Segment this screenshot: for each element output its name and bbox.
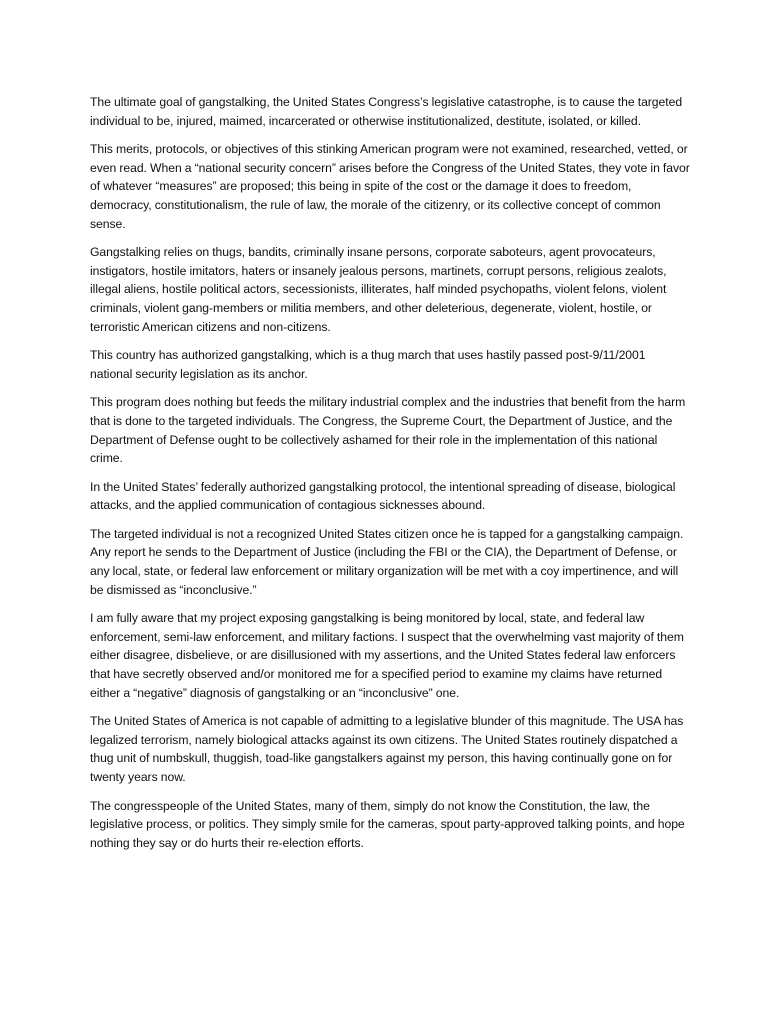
paragraph-2: This merits, protocols, or objectives of this stinking American program were not examined, researched, vetted, or even read. When a “national security concern” arises before the Congress of the United States, they vote in favor of whatever “measures” are proposed; this being in spite of the cost or the damage it does to freedom, democracy, constitutionalism, the rule of law, the morale of the citizenry, or its collective concept of common sense. — [90, 142, 690, 231]
document-body — [90, 93, 690, 862]
paragraph-8: I am fully aware that my project exposing gangstalking is being monitored by local, state, and federal law enforcement, semi-law enforcement, and military factions. I suspect that the overwhelming vast majority of them either disagree, disbelieve, or are disillusioned with my assertions, and the United States federal law enforcers that have secretly observed and/or monitored me for a specified period to examine my claims have returned either a “negative” diagnosis of gangstalking or an “inconclusive” one. — [90, 611, 684, 700]
paragraph-1: The ultimate goal of gangstalking, the United States Congress’s legislative catastrophe, is to cause the targeted individual to be, injured, maimed, incarcerated or otherwise institutionalized, destitute, isolated, or killed. — [90, 95, 683, 128]
paragraph-3: Gangstalking relies on thugs, bandits, criminally insane persons, corporate saboteurs, agent provocateurs, instigators, hostile imitators, haters or insanely jealous persons, martinets, corrupt persons, religious zealots, illegal aliens, hostile political actors, secessionists, illiterates, half minded psychopaths, violent felons, violent criminals, violent gang-members or militia members, and other deleterious, degenerate, violent, hostile, or terroristic American citizens and non-citizens. — [90, 245, 667, 334]
paragraph-4: This country has authorized gangstalking, which is a thug march that uses hastily passed post-9/11/2001 national security legislation as its anchor. — [90, 348, 646, 381]
paragraph-9: The United States of America is not capable of admitting to a legislative blunder of this magnitude. The USA has legalized terrorism, namely biological attacks against its own citizens. The United States routinely dispatched a thug unit of numbskull, thuggish, toad-like gangstalkers against my person, this having continually gone on for twenty years now. — [90, 714, 684, 784]
paragraph-7: The targeted individual is not a recognized United States citizen once he is tapped for a gangstalking campaign. Any report he sends to the Department of Justice (including the FBI or the CIA), the Department of Defense, or any local, state, or federal law enforcement or military organization will be met with a coy impertinence, and will be dismissed as “inconclusive.” — [90, 526, 684, 597]
paragraph-10: The congresspeople of the United States, many of them, simply do not know the Constitution, the law, the legislative process, or politics. They simply smile for the cameras, spout party-approved talking points, and hope nothing they say or do hurts their re-election efforts. — [90, 798, 685, 850]
paragraph-6: In the United States’ federally authorized gangstalking protocol, the intentional spreading of disease, biological attacks, and the applied communication of contagious sicknesses abound. — [90, 479, 676, 513]
paragraph-5: This program does nothing but feeds the military industrial complex and the industries that benefit from the harm that is done to the targeted individuals. The Congress, the Supreme Court, the Department of Justice, and the Department of Defense ought to be collectively ashamed for their role in the implementation of this national crime. — [90, 395, 686, 466]
